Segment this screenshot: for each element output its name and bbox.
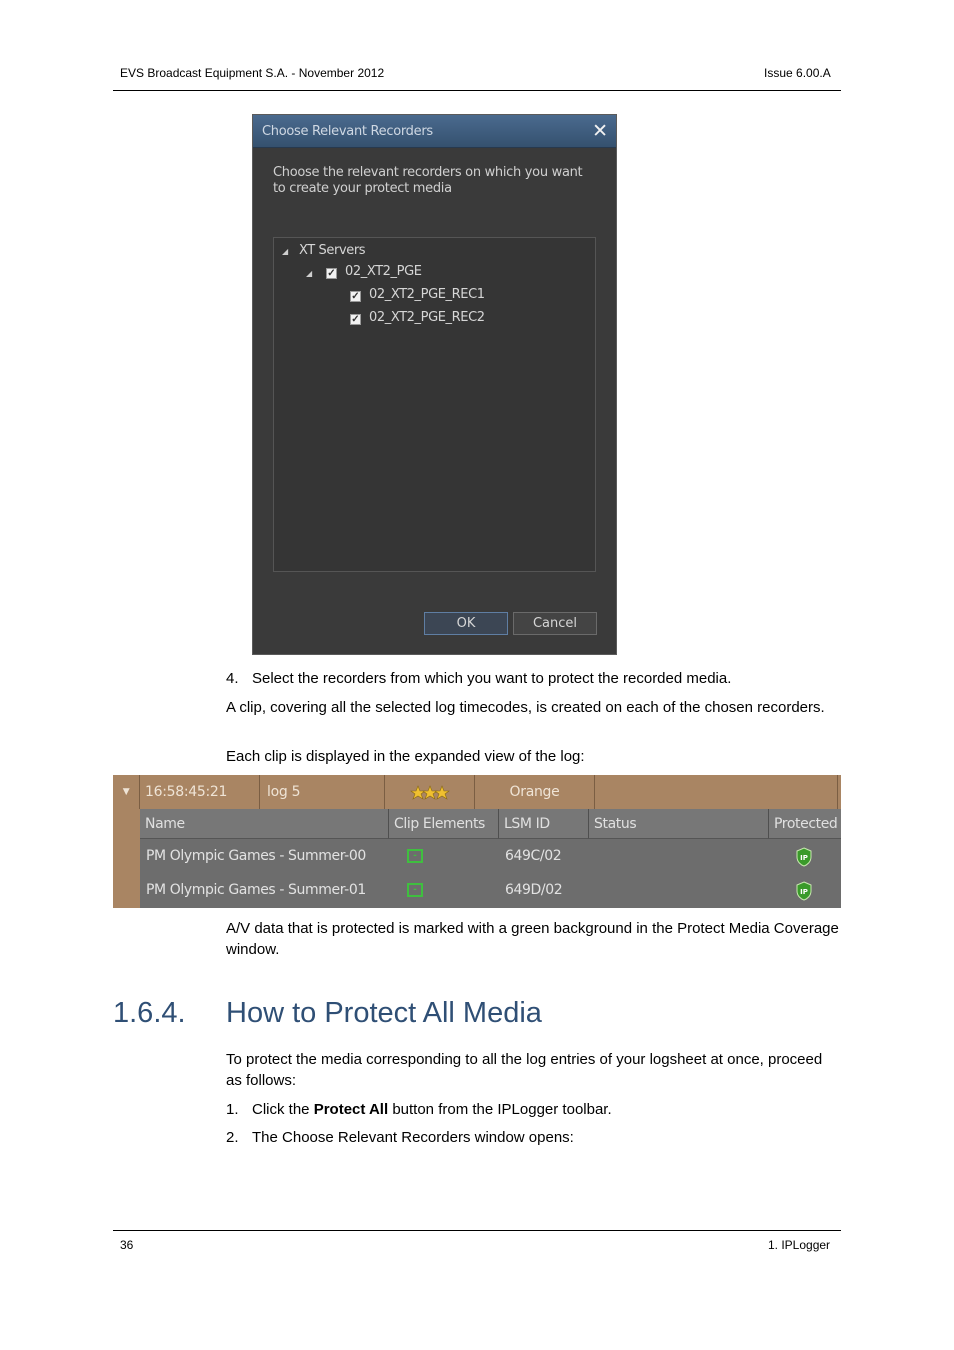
header-left: EVS Broadcast Equipment S.A. - November 2012 <box>120 66 385 80</box>
footer-chapter: 1. IPLogger <box>768 1238 831 1252</box>
col-name[interactable]: Name <box>140 809 389 839</box>
star-icon <box>423 786 437 799</box>
log-expanded-view <box>113 775 841 908</box>
expand-triangle-icon[interactable]: ◢ <box>306 269 313 278</box>
paragraph-clip: A clip, covering all the selected log timecodes, is created on each of the chosen recorders. <box>226 699 825 716</box>
tree-node-rec1[interactable]: 02_XT2_PGE_REC1 <box>369 287 485 302</box>
cancel-button[interactable]: Cancel <box>513 612 597 635</box>
step-text-pre: Click the <box>252 1101 314 1118</box>
svg-text:IP: IP <box>800 888 808 896</box>
ok-button[interactable]: OK <box>424 612 508 635</box>
tree-node-server[interactable]: 02_XT2_PGE <box>345 264 422 279</box>
protected-shield-icon <box>795 847 813 867</box>
section-number: 1.6.4. <box>113 997 186 1029</box>
step-number: 4. <box>226 670 239 687</box>
paragraph-protect-all: To protect the media corresponding to all the log entries of your logsheet at once, proceed as follows: <box>226 1051 823 1089</box>
header-right: Issue 6.00.A <box>764 66 831 80</box>
step-number: 1. <box>226 1101 239 1118</box>
page-number: 36 <box>120 1238 134 1252</box>
step-text: The Choose Relevant Recorders window opens: <box>252 1129 574 1146</box>
rating-stars <box>385 775 475 809</box>
log-empty-cell <box>595 775 838 809</box>
svg-text:IP: IP <box>800 854 808 862</box>
paragraph-expanded-view: Each clip is displayed in the expanded view of the log: <box>226 748 585 765</box>
col-clip-elements[interactable]: Clip Elements <box>389 809 499 839</box>
log-header-row[interactable] <box>113 775 841 809</box>
clips-table <box>140 809 841 908</box>
step-4 <box>226 668 841 689</box>
step-text: Select the recorders from which you want to protect the recorded media. <box>252 670 732 687</box>
col-status[interactable]: Status <box>589 809 769 839</box>
checkbox-rec1[interactable]: ✓ <box>351 291 360 302</box>
dialog-title: Choose Relevant Recorders <box>262 124 433 139</box>
dialog-instructions: Choose the relevant recorders on which you want to create your protect media <box>273 165 583 196</box>
tree-node-rec2[interactable]: 02_XT2_PGE_REC2 <box>369 310 485 325</box>
checkbox-rec2[interactable]: ✓ <box>351 314 360 325</box>
protect-all-label: Protect All <box>313 1101 389 1118</box>
star-icon <box>411 786 425 799</box>
choose-recorders-dialog <box>252 114 617 655</box>
dialog-title-bar <box>253 115 616 148</box>
collapse-arrow-icon[interactable]: ▼ <box>113 775 140 809</box>
expand-triangle-icon[interactable]: ◢ <box>282 247 289 256</box>
clip-element-icon[interactable]: - <box>407 883 423 897</box>
protected-shield-icon <box>795 881 813 901</box>
star-icon <box>435 786 449 799</box>
step-2 <box>226 1127 841 1148</box>
step-1 <box>226 1099 841 1120</box>
log-timecode: 16:58:45:21 <box>140 775 260 809</box>
row-1-lsm-id: 649C/02 <box>505 848 562 864</box>
row-2-name[interactable]: PM Olympic Games - Summer-01 <box>146 882 366 898</box>
log-color: Orange <box>475 775 595 809</box>
col-lsm-id[interactable]: LSM ID <box>499 809 589 839</box>
col-protected[interactable]: Protected <box>769 809 841 839</box>
paragraph-protected: A/V data that is protected is marked with a green background in the Protect Media Coverage window. <box>226 920 839 958</box>
section-title: How to Protect All Media <box>226 997 542 1029</box>
step-number: 2. <box>226 1129 239 1146</box>
step-text-post: button from the IPLogger toolbar. <box>388 1101 612 1118</box>
footer-rule <box>113 1230 841 1231</box>
close-icon[interactable]: ✕ <box>592 120 608 142</box>
row-1-name[interactable]: PM Olympic Games - Summer-00 <box>146 848 366 864</box>
star-icons <box>385 775 475 809</box>
row-2-lsm-id: 649D/02 <box>505 882 563 898</box>
clip-element-icon[interactable]: - <box>407 849 423 863</box>
tree-node-xt-servers[interactable]: XT Servers <box>299 243 366 258</box>
recorders-tree <box>273 237 596 572</box>
log-name: log 5 <box>260 775 385 809</box>
header-rule <box>113 90 841 91</box>
checkbox-server[interactable]: ✓ <box>327 268 336 279</box>
